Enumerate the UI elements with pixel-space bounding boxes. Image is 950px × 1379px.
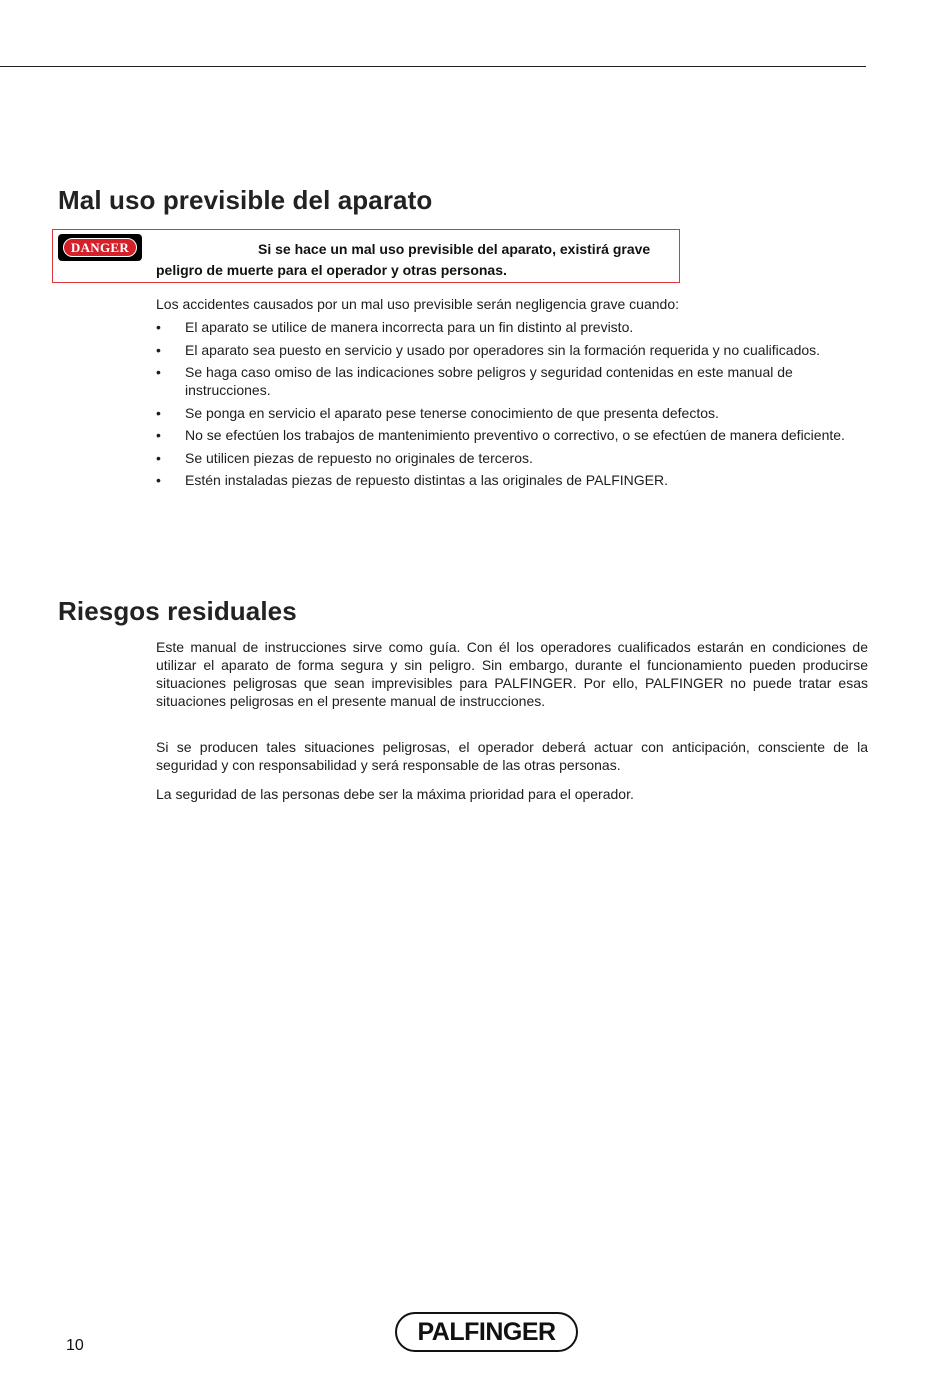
bullet-icon: • (156, 472, 161, 488)
bullet-icon: • (156, 449, 161, 466)
page-number: 10 (66, 1337, 84, 1354)
bullet-icon: • (156, 319, 161, 335)
list-item: • El aparato sea puesto en servicio y usado por operadores sin la formación requerida y no cualificados. (156, 341, 821, 358)
bullet-icon: • (156, 427, 161, 443)
misuse-list (156, 318, 868, 494)
danger-message: Si se hace un mal uso previsible del aparato, existirá grave peligro de muerte para el operador y otras personas. (156, 241, 651, 278)
bullet-icon: • (156, 341, 161, 358)
palfinger-logo (395, 1312, 578, 1352)
list-item: • El aparato se utilice de manera incorrecta para un fin distinto al previsto. (156, 319, 634, 335)
danger-badge-label: DANGER (63, 238, 137, 257)
list-item: • Estén instaladas piezas de repuesto distintas a las originales de PALFINGER. (156, 472, 668, 488)
danger-notice (52, 229, 680, 283)
residual-paragraph: La seguridad de las personas debe ser la máxima prioridad para el operador. (156, 786, 634, 802)
danger-icon (58, 234, 142, 261)
section-title-residual-risks: Riesgos residuales (58, 596, 297, 626)
residual-paragraph: Si se producen tales situaciones peligrosas, el operador deberá actuar con anticipación, consciente de la seguridad y con responsabilidad y será responsable de las otras personas. (156, 739, 868, 773)
section-title-misuse: Mal uso previsible del aparato (58, 185, 433, 215)
residual-paragraph: Este manual de instrucciones sirve como guía. Con él los operadores cualificados estarán en condiciones de utilizar el aparato de forma segura y sin peligro. Sin embargo, durante el funcionamiento pueden producirse situaciones peligrosas que sean imprevisibles para PALFINGER. Por ello, PALFINGER no puede tratar esas situaciones peligrosas en el presente manual de instrucciones. (156, 639, 868, 709)
list-item: • Se haga caso omiso de las indicaciones sobre peligros y seguridad contenidas en este manual de instrucciones. (156, 364, 793, 398)
list-item: • Se utilicen piezas de repuesto no originales de terceros. (156, 449, 533, 466)
logo-wordmark: PALFINGER (417, 1318, 556, 1346)
bullet-icon: • (156, 404, 161, 421)
list-item: • Se ponga en servicio el aparato pese tenerse conocimiento de que presenta defectos. (156, 404, 719, 421)
misuse-intro: Los accidentes causados por un mal uso previsible serán negligencia grave cuando: (156, 296, 679, 312)
bullet-icon: • (156, 364, 161, 380)
list-item: • No se efectúen los trabajos de mantenimiento preventivo o correctivo, o se efectúen de manera deficiente. (156, 427, 845, 443)
header-rule (0, 66, 866, 67)
